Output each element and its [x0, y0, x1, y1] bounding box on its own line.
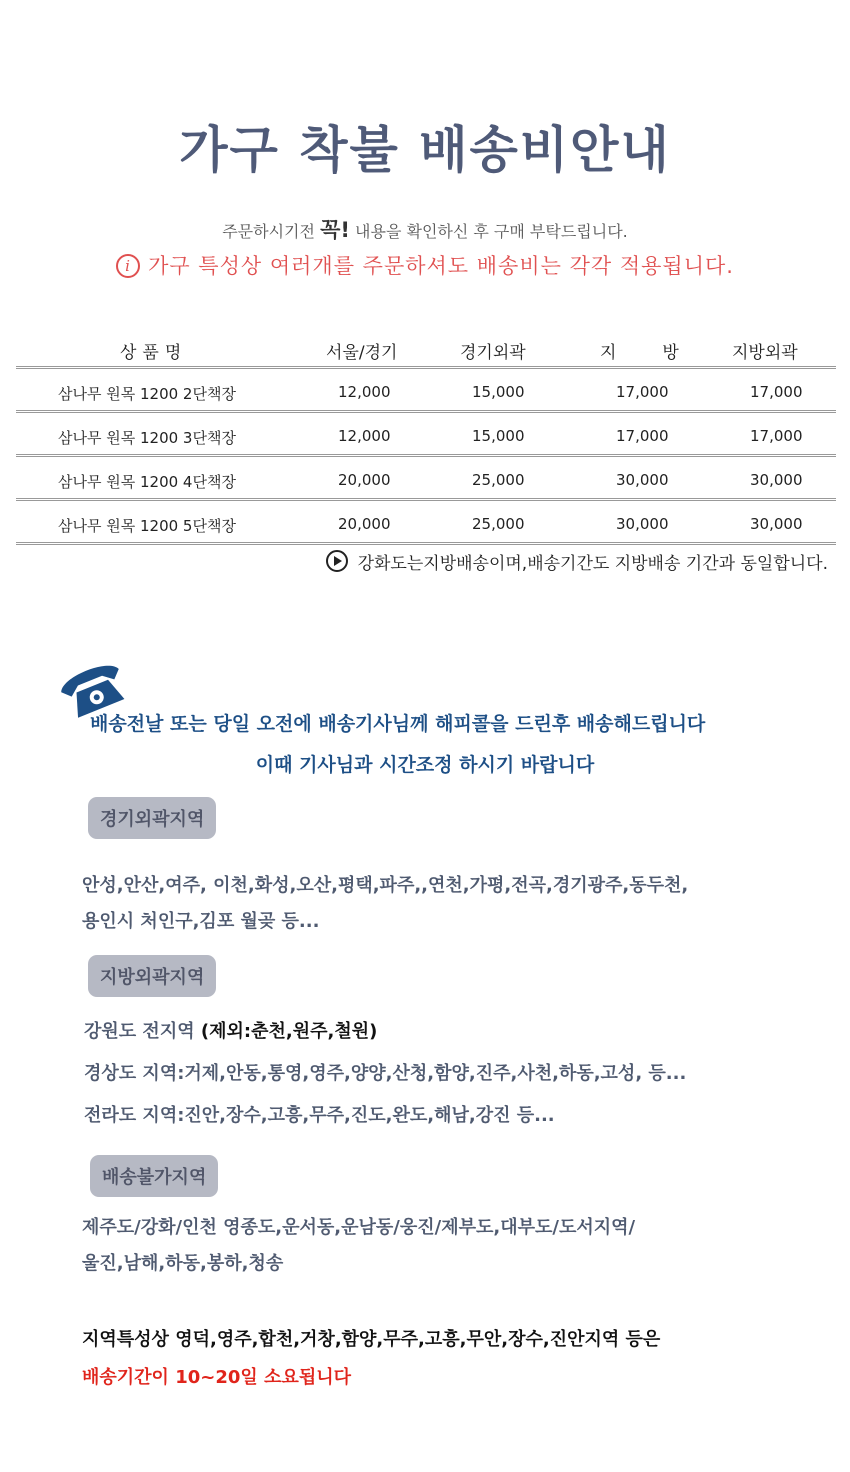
- unavailable-regions-line2: 울진,남해,하동,봉하,청송: [82, 1253, 284, 1274]
- badge-label: 지방외곽지역: [88, 955, 216, 997]
- badge-label: 배송불가지역: [90, 1155, 218, 1197]
- notice-before: 주문하시기전: [222, 222, 315, 241]
- fee-gyeonggi-outer: 15,000: [472, 383, 525, 401]
- happy-call-notice: 배송전날 또는 당일 오전에 배송기사님께 해피콜을 드린후 배송해드립니다: [90, 713, 706, 735]
- header-local-outer: 지방외곽: [732, 343, 798, 363]
- delay-notice-line1: 지역특성상 영덕,영주,합천,거창,함양,무주,고흥,무안,장수,진안지역 등은: [82, 1329, 661, 1350]
- order-notice: [0, 214, 850, 244]
- product-name: 삼나무 원목 1200 4단책장: [58, 473, 236, 491]
- fee-local: 30,000: [616, 471, 669, 489]
- header-product: 상품명: [120, 343, 188, 363]
- fee-local-outer: 17,000: [750, 383, 803, 401]
- notice-after: 내용을 확인하신 후 구매 부탁드립니다.: [355, 222, 628, 241]
- gangwon-regions: [84, 1017, 377, 1043]
- header-gyeonggi-outer: 경기외곽: [460, 343, 526, 363]
- page-title: 가구 착불 배송비안내: [179, 121, 671, 179]
- fee-local: 17,000: [616, 383, 669, 401]
- product-name: 삼나무 원목 1200 5단책장: [58, 517, 236, 535]
- table-row: [16, 503, 836, 545]
- gangwon-exceptions: (제외:춘천,원주,철원): [200, 1021, 378, 1042]
- time-adjust-notice: 이때 기사님과 시간조정 하시기 바랍니다: [255, 754, 595, 776]
- table-note-text: 강화도는지방배송이며,배송기간도 지방배송 기간과 동일합니다.: [357, 554, 828, 574]
- notice-emphasis: 꼭!: [320, 218, 350, 242]
- table-row: [16, 459, 836, 501]
- gangwon-label: 강원도 전지역: [84, 1021, 195, 1042]
- header-seoul-gyeonggi: 서울/경기: [326, 343, 398, 363]
- shipping-warning: [0, 250, 850, 280]
- unavailable-regions-line1: 제주도/강화/인천 영종도,운서동,운남동/웅진/제부도,대부도/도서지역/: [82, 1217, 636, 1238]
- fee-local: 17,000: [616, 427, 669, 445]
- header-local: 지방: [600, 343, 725, 363]
- gyeonggi-outer-regions-line1: 안성,안산,여주, 이천,화성,오산,평택,파주,,연천,가평,전곡,경기광주,동두천,: [82, 875, 689, 896]
- product-name: 삼나무 원목 1200 2단책장: [58, 385, 236, 403]
- fee-gyeonggi-outer: 15,000: [472, 427, 525, 445]
- gyeongsang-regions: 경상도 지역:거제,안동,통영,영주,양양,산청,함양,진주,사천,하동,고성, 등...: [84, 1063, 687, 1084]
- product-name: 삼나무 원목 1200 3단책장: [58, 429, 236, 447]
- gyeonggi-outer-regions-line2: 용인시 처인구,김포 월곶 등...: [82, 911, 320, 932]
- fee-seoul-gyeonggi: 20,000: [338, 471, 391, 489]
- table-header: [16, 334, 836, 369]
- section-badge-local-outer: [88, 955, 216, 997]
- table-note: [326, 549, 828, 574]
- fee-seoul-gyeonggi: 12,000: [338, 383, 391, 401]
- arrow-right-circle-icon: [326, 550, 348, 572]
- badge-label: 경기외곽지역: [88, 797, 216, 839]
- section-badge-unavailable: [90, 1155, 218, 1197]
- fee-local-outer: 30,000: [750, 471, 803, 489]
- fee-local-outer: 30,000: [750, 515, 803, 533]
- delay-notice-line2: 배송기간이 10~20일 소요됩니다: [82, 1367, 351, 1388]
- jeolla-regions: 전라도 지역:진안,장수,고흥,무주,진도,완도,해남,강진 등...: [84, 1105, 555, 1126]
- section-badge-gyeonggi-outer: [88, 797, 216, 839]
- fee-seoul-gyeonggi: 20,000: [338, 515, 391, 533]
- table-row: [16, 371, 836, 413]
- warning-text: 가구 특성상 여러개를 주문하셔도 배송비는 각각 적용됩니다.: [148, 254, 734, 278]
- table-row: [16, 415, 836, 457]
- fee-seoul-gyeonggi: 12,000: [338, 427, 391, 445]
- fee-local-outer: 17,000: [750, 427, 803, 445]
- info-circle-icon: i: [116, 254, 140, 278]
- fee-gyeonggi-outer: 25,000: [472, 471, 525, 489]
- fee-local: 30,000: [616, 515, 669, 533]
- shipping-fee-table: [16, 334, 836, 545]
- fee-gyeonggi-outer: 25,000: [472, 515, 525, 533]
